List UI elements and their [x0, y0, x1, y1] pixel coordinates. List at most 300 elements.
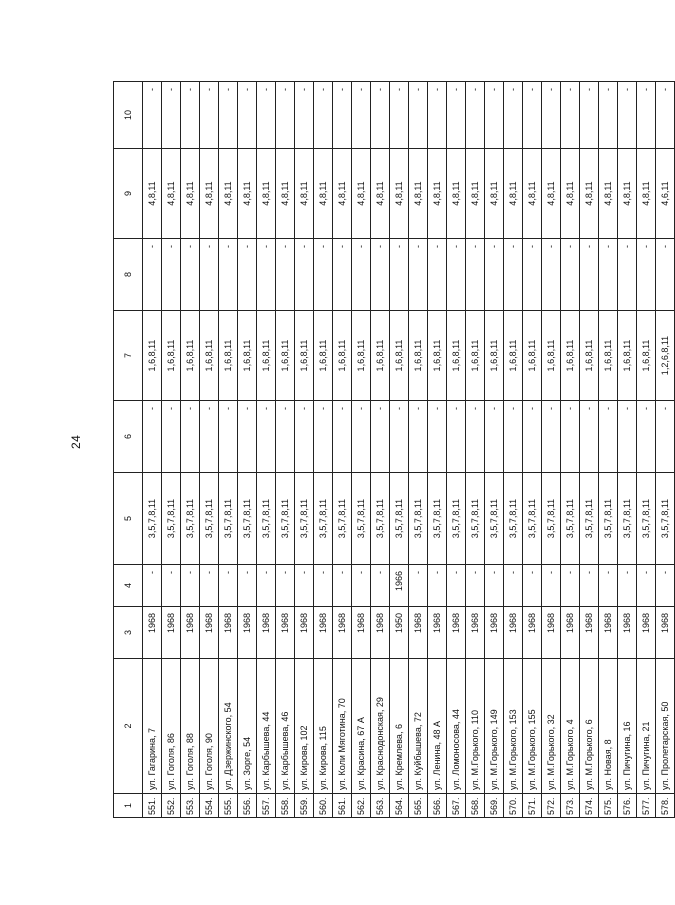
table-cell: - — [295, 401, 314, 473]
table-cell: - — [200, 239, 219, 311]
table-cell: 4,8,11 — [504, 149, 523, 239]
table-cell: - — [485, 401, 504, 473]
table-header-row — [114, 82, 143, 818]
table-cell: 4,8,11 — [333, 149, 352, 239]
table-cell: - — [162, 401, 181, 473]
table-cell: - — [200, 401, 219, 473]
table-cell: - — [257, 565, 276, 607]
table-cell: 1,6,8,11 — [333, 311, 352, 401]
table-cell: 3,5,7,8,11 — [257, 473, 276, 565]
table-cell: - — [200, 82, 219, 149]
table-cell: 3,5,7,8,11 — [333, 473, 352, 565]
table-cell: - — [257, 401, 276, 473]
table-cell: 4,8,11 — [637, 149, 656, 239]
table-cell: 1968 — [542, 607, 561, 659]
table-cell: - — [295, 565, 314, 607]
table-cell: - — [371, 565, 390, 607]
table-cell: 558. — [276, 794, 295, 818]
table-row — [181, 82, 200, 818]
table-cell: - — [447, 565, 466, 607]
table-cell: ул. Ломоносова, 44 — [447, 659, 466, 794]
table-cell: - — [295, 82, 314, 149]
table-cell: 574. — [580, 794, 599, 818]
table-cell: ул. Кирова, 115 — [314, 659, 333, 794]
table-cell: - — [314, 401, 333, 473]
table-cell: 1968 — [200, 607, 219, 659]
table-cell: ул. Кремлева, 6 — [390, 659, 409, 794]
table-row — [504, 82, 523, 818]
column-header: 8 — [114, 239, 143, 311]
table-cell: 4,8,11 — [238, 149, 257, 239]
table-cell: 3,5,7,8,11 — [314, 473, 333, 565]
table-cell: - — [238, 82, 257, 149]
table-cell: 1968 — [409, 607, 428, 659]
table-cell: - — [276, 239, 295, 311]
table-cell: 1,6,8,11 — [580, 311, 599, 401]
table-row — [200, 82, 219, 818]
table-cell: 559. — [295, 794, 314, 818]
table-cell: - — [561, 565, 580, 607]
table-row — [447, 82, 466, 818]
table-row — [162, 82, 181, 818]
table-cell: - — [637, 565, 656, 607]
table-cell: 4,6,11 — [656, 149, 675, 239]
table-row — [333, 82, 352, 818]
table-row — [371, 82, 390, 818]
table-cell: - — [542, 82, 561, 149]
table-cell: 1,6,8,11 — [276, 311, 295, 401]
table-cell: - — [447, 239, 466, 311]
table-cell: ул. Коли Мяготина, 70 — [333, 659, 352, 794]
table-cell: 560. — [314, 794, 333, 818]
table-cell: 4,8,11 — [314, 149, 333, 239]
table-cell: - — [523, 82, 542, 149]
table-cell: - — [371, 401, 390, 473]
table-cell: - — [314, 82, 333, 149]
table-cell: 4,8,11 — [485, 149, 504, 239]
table-cell: 1,6,8,11 — [314, 311, 333, 401]
table-row — [599, 82, 618, 818]
table-cell: 4,8,11 — [447, 149, 466, 239]
table-cell: 1,6,8,11 — [637, 311, 656, 401]
table-cell: 4,8,11 — [162, 149, 181, 239]
table-cell: - — [485, 565, 504, 607]
table-cell: - — [390, 239, 409, 311]
table-cell: - — [181, 565, 200, 607]
table-row — [295, 82, 314, 818]
table-cell: ул. М.Горького, 155 — [523, 659, 542, 794]
column-header: 10 — [114, 82, 143, 149]
table-cell: - — [561, 401, 580, 473]
table-cell: 1,6,8,11 — [428, 311, 447, 401]
table-cell: ул. Гоголя, 88 — [181, 659, 200, 794]
column-header: 9 — [114, 149, 143, 239]
table-cell: ул. Ленина, 48 А — [428, 659, 447, 794]
table-row — [580, 82, 599, 818]
table-cell: 3,5,7,8,11 — [637, 473, 656, 565]
table-row — [637, 82, 656, 818]
table-cell: ул. Пичугина, 21 — [637, 659, 656, 794]
table-cell: 3,5,7,8,11 — [618, 473, 637, 565]
table-cell: 556. — [238, 794, 257, 818]
table-cell: 1,6,8,11 — [181, 311, 200, 401]
table-cell: 1950 — [390, 607, 409, 659]
column-header: 1 — [114, 794, 143, 818]
table-cell: 1968 — [580, 607, 599, 659]
table-cell: 4,8,11 — [276, 149, 295, 239]
table-cell: - — [523, 401, 542, 473]
table-cell: 3,5,7,8,11 — [200, 473, 219, 565]
table-cell: 3,5,7,8,11 — [523, 473, 542, 565]
table-cell: 4,8,11 — [428, 149, 447, 239]
table-cell: 555. — [219, 794, 238, 818]
table-cell: - — [580, 565, 599, 607]
table-cell: 4,8,11 — [390, 149, 409, 239]
table-cell: 1968 — [599, 607, 618, 659]
table-cell: 568. — [466, 794, 485, 818]
table-cell: 1968 — [333, 607, 352, 659]
table-cell: - — [219, 239, 238, 311]
table-cell: ул. Карбышева, 44 — [257, 659, 276, 794]
table-cell: - — [466, 239, 485, 311]
table-cell: - — [618, 401, 637, 473]
table-cell: 1968 — [428, 607, 447, 659]
table-cell: 4,8,11 — [561, 149, 580, 239]
table-cell: - — [238, 401, 257, 473]
table-cell: - — [143, 401, 162, 473]
table-cell: 4,8,11 — [409, 149, 428, 239]
table-cell: - — [409, 82, 428, 149]
table-row — [656, 82, 675, 818]
table-cell: ул. Новая, 8 — [599, 659, 618, 794]
table-cell: 1968 — [295, 607, 314, 659]
table-cell: - — [542, 239, 561, 311]
table-cell: 4,8,11 — [542, 149, 561, 239]
table-cell: - — [181, 82, 200, 149]
table-cell: 1968 — [276, 607, 295, 659]
table-cell: - — [561, 239, 580, 311]
table-cell: 557. — [257, 794, 276, 818]
table-cell: 3,5,7,8,11 — [561, 473, 580, 565]
table-cell: 552. — [162, 794, 181, 818]
table-cell: - — [333, 239, 352, 311]
table-row — [523, 82, 542, 818]
table-cell: 576. — [618, 794, 637, 818]
table-cell: - — [637, 401, 656, 473]
table-cell: - — [618, 565, 637, 607]
table-cell: - — [599, 565, 618, 607]
table-cell: 3,5,7,8,11 — [428, 473, 447, 565]
table-cell: 1,6,8,11 — [162, 311, 181, 401]
table-cell: 573. — [561, 794, 580, 818]
table-cell: 1968 — [618, 607, 637, 659]
table-cell: - — [409, 565, 428, 607]
table-cell: 1,6,8,11 — [561, 311, 580, 401]
table-cell: - — [352, 239, 371, 311]
table-cell: 4,8,11 — [352, 149, 371, 239]
table-cell: - — [485, 82, 504, 149]
table-cell: ул. М.Горького, 149 — [485, 659, 504, 794]
table-cell: 3,5,7,8,11 — [371, 473, 390, 565]
table-cell: - — [219, 401, 238, 473]
table-cell: 565. — [409, 794, 428, 818]
column-header: 3 — [114, 607, 143, 659]
table-cell: ул. Кирова, 102 — [295, 659, 314, 794]
column-header: 7 — [114, 311, 143, 401]
table-cell: - — [428, 239, 447, 311]
table-cell: - — [333, 82, 352, 149]
table-cell: 1,6,8,11 — [542, 311, 561, 401]
table-cell: 1,6,8,11 — [447, 311, 466, 401]
table-cell: 1,6,8,11 — [219, 311, 238, 401]
table-cell: - — [504, 565, 523, 607]
table-cell: 578. — [656, 794, 675, 818]
table-cell: 3,5,7,8,11 — [656, 473, 675, 565]
table-cell: ул. Дзержинского, 54 — [219, 659, 238, 794]
column-header: 6 — [114, 401, 143, 473]
table-cell: 3,5,7,8,11 — [504, 473, 523, 565]
table-cell: - — [162, 239, 181, 311]
table-cell: - — [295, 239, 314, 311]
table-cell: 1968 — [352, 607, 371, 659]
table-cell: 563. — [371, 794, 390, 818]
table-cell: 3,5,7,8,11 — [485, 473, 504, 565]
table-cell: - — [352, 565, 371, 607]
table-row — [143, 82, 162, 818]
table-cell: - — [656, 565, 675, 607]
table-cell: 571. — [523, 794, 542, 818]
table-row — [390, 82, 409, 818]
table-cell: ул. Пичугина, 16 — [618, 659, 637, 794]
table-cell: - — [428, 565, 447, 607]
register-table-wrapper — [113, 82, 670, 818]
table-cell: - — [466, 82, 485, 149]
table-cell: - — [485, 239, 504, 311]
table-cell: - — [219, 82, 238, 149]
table-cell: 4,8,11 — [295, 149, 314, 239]
table-cell: - — [352, 82, 371, 149]
table-cell: - — [143, 565, 162, 607]
table-cell: 1,6,8,11 — [257, 311, 276, 401]
table-cell: 1968 — [219, 607, 238, 659]
table-cell: ул. Пролетарская, 50 — [656, 659, 675, 794]
table-cell: - — [599, 239, 618, 311]
register-table — [113, 81, 675, 818]
table-cell: - — [447, 401, 466, 473]
table-cell: 575. — [599, 794, 618, 818]
table-cell: 1968 — [637, 607, 656, 659]
table-cell: 1968 — [314, 607, 333, 659]
table-cell: 570. — [504, 794, 523, 818]
table-cell: 1968 — [257, 607, 276, 659]
table-cell: - — [238, 239, 257, 311]
table-cell: 3,5,7,8,11 — [295, 473, 314, 565]
table-cell: 1,6,8,11 — [409, 311, 428, 401]
table-cell: 564. — [390, 794, 409, 818]
table-cell: - — [504, 239, 523, 311]
table-row — [618, 82, 637, 818]
table-cell: 1,6,8,11 — [371, 311, 390, 401]
table-cell: - — [409, 401, 428, 473]
table-cell: ул. Гоголя, 86 — [162, 659, 181, 794]
table-cell: 1968 — [466, 607, 485, 659]
table-cell: 1,6,8,11 — [485, 311, 504, 401]
table-cell: - — [219, 565, 238, 607]
table-cell: 1968 — [143, 607, 162, 659]
table-cell: 4,8,11 — [466, 149, 485, 239]
table-cell: 4,8,11 — [143, 149, 162, 239]
table-cell: - — [371, 239, 390, 311]
table-cell: 4,8,11 — [523, 149, 542, 239]
table-cell: 3,5,7,8,11 — [352, 473, 371, 565]
table-cell: - — [390, 82, 409, 149]
table-cell: ул. М.Горького, 4 — [561, 659, 580, 794]
table-cell: 1968 — [656, 607, 675, 659]
table-cell: 1968 — [485, 607, 504, 659]
table-cell: - — [466, 565, 485, 607]
column-header: 4 — [114, 565, 143, 607]
table-body — [143, 82, 675, 818]
table-cell: - — [428, 82, 447, 149]
table-cell: 4,8,11 — [257, 149, 276, 239]
table-cell: 1,6,8,11 — [143, 311, 162, 401]
table-row — [466, 82, 485, 818]
table-cell: 3,5,7,8,11 — [238, 473, 257, 565]
table-cell: 4,8,11 — [219, 149, 238, 239]
table-cell: - — [314, 239, 333, 311]
table-cell: 551. — [143, 794, 162, 818]
table-cell: 554. — [200, 794, 219, 818]
table-cell: - — [333, 401, 352, 473]
table-cell: 561. — [333, 794, 352, 818]
table-cell: 1968 — [371, 607, 390, 659]
table-cell: - — [428, 401, 447, 473]
table-cell: ул. Карбышева, 46 — [276, 659, 295, 794]
table-cell: 1968 — [181, 607, 200, 659]
table-row — [561, 82, 580, 818]
table-cell: ул. Зорге, 54 — [238, 659, 257, 794]
table-cell: - — [409, 239, 428, 311]
table-cell: - — [599, 82, 618, 149]
table-cell: - — [542, 401, 561, 473]
table-cell: - — [618, 239, 637, 311]
table-row — [276, 82, 295, 818]
table-cell: - — [181, 401, 200, 473]
table-cell: 1968 — [447, 607, 466, 659]
table-cell: - — [542, 565, 561, 607]
table-cell: - — [162, 565, 181, 607]
table-cell: 4,8,11 — [599, 149, 618, 239]
table-cell: 577. — [637, 794, 656, 818]
table-cell: ул. М.Горького, 6 — [580, 659, 599, 794]
table-cell: - — [561, 82, 580, 149]
table-cell: - — [143, 82, 162, 149]
table-cell: 1,2,6,8,11 — [656, 311, 675, 401]
table-cell: 3,5,7,8,11 — [390, 473, 409, 565]
table-cell: - — [352, 401, 371, 473]
table-cell: 1,6,8,11 — [618, 311, 637, 401]
table-cell: 1966 — [390, 565, 409, 607]
table-cell: ул. Гагарина, 7 — [143, 659, 162, 794]
table-cell: 3,5,7,8,11 — [276, 473, 295, 565]
table-cell: - — [257, 82, 276, 149]
table-cell: 1,6,8,11 — [295, 311, 314, 401]
table-row — [352, 82, 371, 818]
table-cell: - — [143, 239, 162, 311]
table-cell: - — [523, 239, 542, 311]
table-row — [428, 82, 447, 818]
table-cell: 1,6,8,11 — [200, 311, 219, 401]
table-cell: - — [618, 82, 637, 149]
table-cell: 1,6,8,11 — [390, 311, 409, 401]
table-cell: 3,5,7,8,11 — [219, 473, 238, 565]
table-cell: 553. — [181, 794, 200, 818]
table-cell: - — [333, 565, 352, 607]
table-cell: 1,6,8,11 — [523, 311, 542, 401]
table-cell: 1,6,8,11 — [599, 311, 618, 401]
table-cell: 1,6,8,11 — [504, 311, 523, 401]
table-cell: - — [580, 82, 599, 149]
column-header: 5 — [114, 473, 143, 565]
table-cell: - — [580, 239, 599, 311]
table-cell: 4,8,11 — [618, 149, 637, 239]
table-cell: - — [276, 82, 295, 149]
table-cell: - — [257, 239, 276, 311]
table-cell: 1968 — [238, 607, 257, 659]
table-cell: - — [276, 565, 295, 607]
table-cell: 572. — [542, 794, 561, 818]
table-cell: - — [447, 82, 466, 149]
table-row — [409, 82, 428, 818]
table-cell: 1968 — [162, 607, 181, 659]
table-cell: - — [371, 82, 390, 149]
table-cell: 3,5,7,8,11 — [162, 473, 181, 565]
table-cell: 3,5,7,8,11 — [542, 473, 561, 565]
table-cell: - — [656, 239, 675, 311]
table-cell: 562. — [352, 794, 371, 818]
table-cell: 1968 — [523, 607, 542, 659]
table-cell: 569. — [485, 794, 504, 818]
table-cell: 4,8,11 — [371, 149, 390, 239]
table-row — [219, 82, 238, 818]
table-cell: ул. Краснодонская, 29 — [371, 659, 390, 794]
table-cell: ул. Красина, 67 А — [352, 659, 371, 794]
table-cell: - — [181, 239, 200, 311]
table-cell: ул. Куйбышева, 72 — [409, 659, 428, 794]
table-row — [485, 82, 504, 818]
table-cell: 3,5,7,8,11 — [447, 473, 466, 565]
table-cell: 567. — [447, 794, 466, 818]
table-cell: - — [599, 401, 618, 473]
table-cell: - — [580, 401, 599, 473]
table-cell: 3,5,7,8,11 — [580, 473, 599, 565]
table-cell: - — [523, 565, 542, 607]
table-cell: ул. Гоголя, 90 — [200, 659, 219, 794]
page-number: 24 — [69, 434, 83, 449]
table-cell: 1968 — [561, 607, 580, 659]
column-header: 2 — [114, 659, 143, 794]
table-cell: - — [276, 401, 295, 473]
table-cell: ул. М.Горького, 153 — [504, 659, 523, 794]
table-cell: 1968 — [504, 607, 523, 659]
table-cell: - — [390, 401, 409, 473]
table-cell: 1,6,8,11 — [466, 311, 485, 401]
table-cell: 1,6,8,11 — [352, 311, 371, 401]
table-cell: 3,5,7,8,11 — [599, 473, 618, 565]
table-cell: 3,5,7,8,11 — [466, 473, 485, 565]
table-row — [542, 82, 561, 818]
table-cell: - — [656, 401, 675, 473]
